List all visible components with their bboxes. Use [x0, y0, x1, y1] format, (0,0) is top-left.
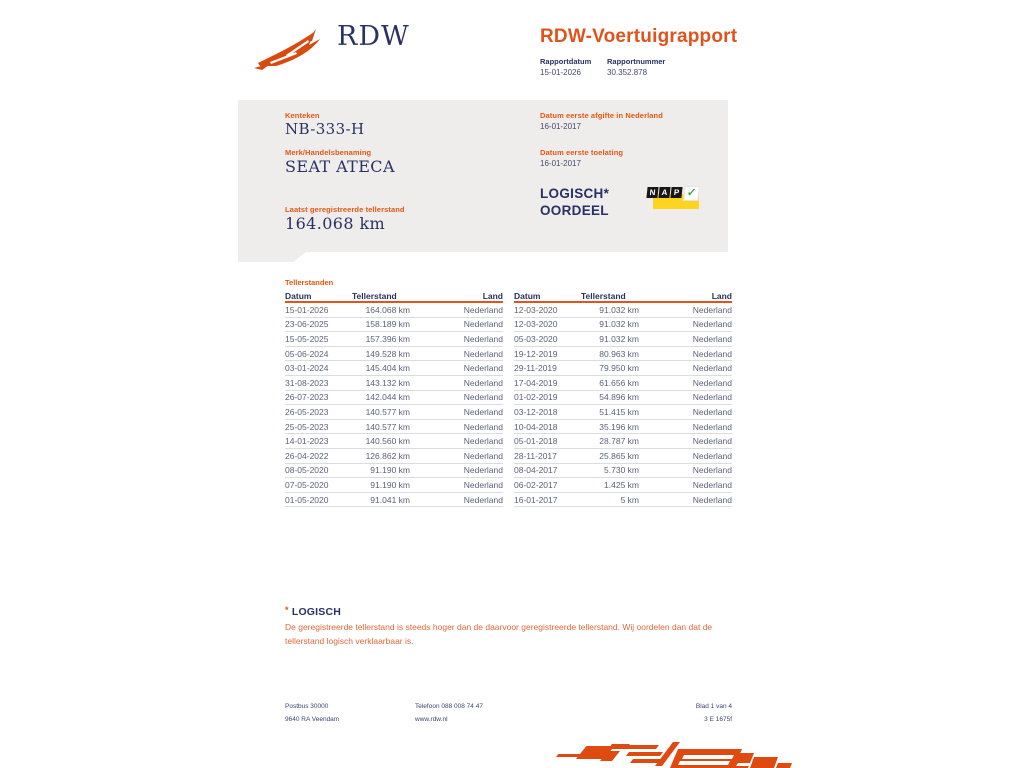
cell-date: 25-05-2023	[285, 421, 329, 432]
cell-date: 01-05-2020	[285, 494, 329, 505]
nap-checkmark-icon: ✓	[683, 186, 700, 201]
footnote-title	[285, 605, 341, 618]
table-row	[514, 464, 732, 479]
merk-value: SEAT ATECA	[285, 157, 395, 176]
page-title: RDW-Voertuigrapport	[540, 26, 738, 47]
cell-land: Nederland	[463, 465, 503, 476]
footer-page-number: Blad 1 van 4	[695, 703, 732, 710]
cell-date: 26-05-2023	[285, 406, 329, 417]
column-header-tellerstand: Tellerstand	[581, 290, 626, 301]
cell-km: 142.044 km	[365, 392, 410, 403]
cell-date: 23-06-2025	[285, 319, 329, 330]
cell-km: 25.865 km	[599, 450, 639, 461]
cell-km: 91.032 km	[599, 304, 639, 315]
cell-land: Nederland	[463, 479, 503, 490]
cell-date: 03-01-2024	[285, 363, 329, 374]
table-row	[514, 318, 732, 333]
table-row	[514, 493, 732, 508]
cell-km: 164.068 km	[365, 304, 410, 315]
afgifte-value: 16-01-2017	[540, 122, 581, 131]
cell-km: 91.190 km	[370, 479, 410, 490]
table-row	[285, 332, 503, 347]
kenteken-label: Kenteken	[285, 111, 320, 120]
table-row	[514, 449, 732, 464]
table-header	[514, 290, 732, 303]
cell-date: 26-04-2022	[285, 450, 329, 461]
cell-km: 91.032 km	[599, 319, 639, 330]
table-row	[285, 449, 503, 464]
cell-land: Nederland	[692, 421, 732, 432]
cell-km: 145.404 km	[365, 363, 410, 374]
cell-km: 61.656 km	[599, 377, 639, 388]
cell-date: 03-12-2018	[514, 406, 558, 417]
column-header-datum: Datum	[285, 290, 312, 301]
cell-date: 08-04-2017	[514, 465, 558, 476]
cell-date: 12-03-2020	[514, 319, 558, 330]
table-row	[285, 405, 503, 420]
cell-date: 16-01-2017	[514, 494, 558, 505]
cell-date: 06-02-2017	[514, 479, 558, 490]
cell-land: Nederland	[692, 479, 732, 490]
cell-date: 10-04-2018	[514, 421, 558, 432]
cell-land: Nederland	[692, 494, 732, 505]
cell-km: 91.190 km	[370, 465, 410, 476]
cell-km: 35.196 km	[599, 421, 639, 432]
toelating-value: 16-01-2017	[540, 159, 581, 168]
report-date-value: 15-01-2026	[540, 68, 581, 77]
cell-km: 51.415 km	[599, 406, 639, 417]
odometer-table-left	[285, 290, 503, 507]
table-row	[285, 478, 503, 493]
table-row	[514, 361, 732, 376]
oordeel-line1: LOGISCH*	[540, 186, 610, 201]
report-date-label: Rapportdatum	[540, 57, 592, 66]
table-row	[285, 493, 503, 508]
cell-date: 12-03-2020	[514, 304, 558, 315]
cell-land: Nederland	[692, 450, 732, 461]
cell-land: Nederland	[692, 392, 732, 403]
footer-doc-code: 3 E 1675f	[704, 716, 732, 723]
table-row	[514, 478, 732, 493]
odometer-tables	[285, 290, 732, 507]
cell-land: Nederland	[463, 406, 503, 417]
cell-km: 91.032 km	[599, 333, 639, 344]
footer-phone: Telefoon 088 008 74 47	[415, 703, 483, 710]
cell-date: 01-02-2019	[514, 392, 558, 403]
table-row	[285, 347, 503, 362]
cell-land: Nederland	[463, 319, 503, 330]
table-row	[514, 420, 732, 435]
laatste-tellerstand-label: Laatst geregistreerde tellerstand	[285, 205, 405, 214]
table-row	[285, 420, 503, 435]
cell-km: 140.560 km	[365, 436, 410, 447]
cell-land: Nederland	[463, 363, 503, 374]
cell-land: Nederland	[463, 421, 503, 432]
column-header-tellerstand: Tellerstand	[352, 290, 397, 301]
cell-date: 05-01-2018	[514, 436, 558, 447]
cell-land: Nederland	[692, 377, 732, 388]
cell-km: 54.896 km	[599, 392, 639, 403]
table-row	[285, 361, 503, 376]
footer-contact	[415, 700, 483, 726]
table-row	[514, 391, 732, 406]
cell-km: 28.787 km	[599, 436, 639, 447]
table-row	[285, 318, 503, 333]
table-row	[285, 391, 503, 406]
cell-date: 15-05-2025	[285, 333, 329, 344]
cell-land: Nederland	[463, 333, 503, 344]
nap-letter-n: N	[646, 187, 658, 198]
cell-km: 5.730 km	[604, 465, 639, 476]
footer-website: www.rdw.nl	[415, 716, 448, 723]
cell-land: Nederland	[692, 348, 732, 359]
cell-land: Nederland	[463, 304, 503, 315]
cell-km: 140.577 km	[365, 406, 410, 417]
cell-date: 08-05-2020	[285, 465, 329, 476]
table-row	[285, 464, 503, 479]
footer-address-line1: Postbus 30000	[285, 703, 329, 710]
nap-letter-p: P	[670, 187, 682, 198]
footer-address	[285, 700, 339, 726]
cell-km: 126.862 km	[365, 450, 410, 461]
cell-land: Nederland	[692, 304, 732, 315]
odometer-table-right	[514, 290, 732, 507]
table-row	[285, 434, 503, 449]
kenteken-value: NB-333-H	[285, 120, 365, 138]
column-header-datum: Datum	[514, 290, 541, 301]
cell-km: 91.041 km	[370, 494, 410, 505]
cell-date: 07-05-2020	[285, 479, 329, 490]
tellerstanden-section-label: Tellerstanden	[285, 278, 334, 287]
cell-date: 15-01-2026	[285, 304, 329, 315]
footer-page-info	[532, 700, 732, 726]
nap-letter-a: A	[658, 187, 670, 198]
cell-land: Nederland	[463, 494, 503, 505]
toelating-label: Datum eerste toelating	[540, 148, 624, 157]
merk-label: Merk/Handelsbenaming	[285, 148, 372, 157]
table-header	[285, 290, 503, 303]
rdw-logo-wordmark: RDW	[337, 21, 410, 52]
cell-km: 1.425 km	[604, 479, 639, 490]
rdw-stripes-decoration-icon	[552, 739, 792, 768]
cell-km: 149.528 km	[365, 348, 410, 359]
cell-date: 05-03-2020	[514, 333, 558, 344]
oordeel-line2: OORDEEL	[540, 203, 609, 218]
cell-land: Nederland	[463, 377, 503, 388]
cell-land: Nederland	[692, 319, 732, 330]
cell-km: 5 km	[620, 494, 639, 505]
cell-date: 19-12-2019	[514, 348, 558, 359]
footnote-title-text: LOGISCH	[291, 606, 342, 618]
cell-land: Nederland	[463, 392, 503, 403]
laatste-tellerstand-value: 164.068 km	[285, 214, 386, 233]
report-number-label: Rapportnummer	[607, 57, 666, 66]
column-header-land: Land	[482, 290, 503, 301]
table-row	[514, 434, 732, 449]
oordeel-text	[540, 185, 609, 219]
cell-land: Nederland	[463, 436, 503, 447]
table-row	[285, 303, 503, 318]
cell-land: Nederland	[463, 348, 503, 359]
cell-km: 143.132 km	[365, 377, 410, 388]
cell-land: Nederland	[463, 450, 503, 461]
table-row	[514, 347, 732, 362]
cell-land: Nederland	[692, 406, 732, 417]
cell-date: 31-08-2023	[285, 377, 329, 388]
footnote-text: De geregistreerde tellerstand is steeds hoger dan de daarvoor geregistreerde tellerstand. Wij oordelen dan dat de tellerstand logisch verklaarbaar is.	[285, 622, 713, 646]
footnote-asterisk: *	[285, 605, 289, 615]
cell-land: Nederland	[692, 363, 732, 374]
cell-land: Nederland	[692, 436, 732, 447]
cell-km: 79.950 km	[599, 363, 639, 374]
table-row	[514, 303, 732, 318]
report-number-value: 30.352.878	[607, 68, 648, 77]
cell-km: 80.963 km	[599, 348, 639, 359]
cell-land: Nederland	[692, 465, 732, 476]
table-row	[514, 376, 732, 391]
footer-address-line2: 9640 RA Veendam	[285, 716, 340, 723]
column-header-land: Land	[711, 290, 732, 301]
cell-date: 17-04-2019	[514, 377, 558, 388]
cell-land: Nederland	[692, 333, 732, 344]
table-row	[514, 332, 732, 347]
table-row	[514, 405, 732, 420]
table-row	[285, 376, 503, 391]
cell-km: 158.189 km	[365, 319, 410, 330]
cell-km: 157.396 km	[365, 333, 410, 344]
cell-date: 26-07-2023	[285, 392, 329, 403]
cell-date: 28-11-2017	[514, 450, 557, 461]
nap-logo	[647, 186, 700, 210]
afgifte-label: Datum eerste afgifte in Nederland	[540, 111, 663, 120]
cell-km: 140.577 km	[365, 421, 410, 432]
cell-date: 05-06-2024	[285, 348, 329, 359]
cell-date: 14-01-2023	[285, 436, 329, 447]
cell-date: 29-11-2019	[514, 363, 557, 374]
rdw-feather-logo-icon	[250, 22, 336, 72]
